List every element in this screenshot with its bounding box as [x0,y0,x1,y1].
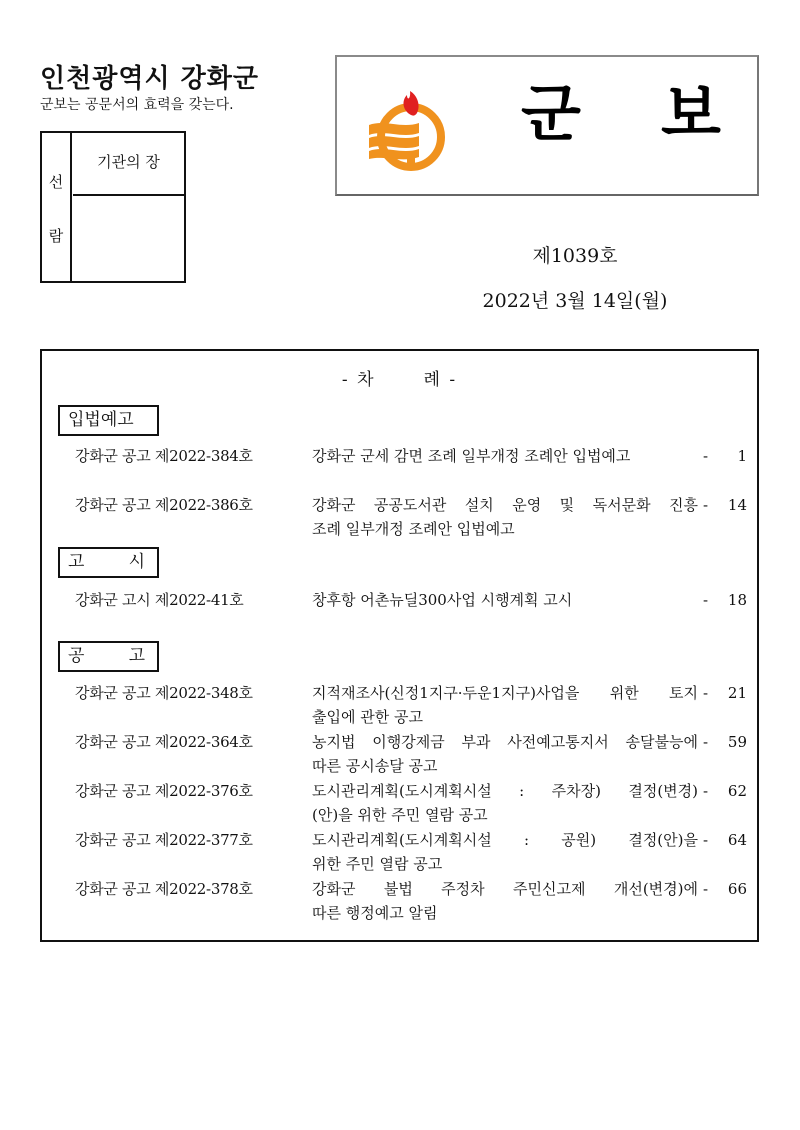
toc-entry-page: 66 [727,880,747,898]
toc-entry-title-line: 지적재조사(신정1지구·두운1지구)사업을 위한 토지 [312,684,698,702]
toc-entry-dash: - [703,496,709,514]
toc-entry-title [312,779,698,827]
toc-entry-title-line: 농지법 이행강제금 부과 사전예고통지서 송달불능에 [312,733,698,751]
toc-entry-title [312,681,698,729]
signature-cell [73,197,184,281]
toc-entry-title-line: 위한 주민 열람 공고 [312,855,443,873]
toc-entry-page: 64 [727,831,747,849]
toc-entry-ref: 강화군 공고 제2022-376호 [75,782,253,800]
toc-entry-page: 21 [727,684,747,702]
section-label-part: 시 [128,552,145,572]
toc-entry-dash: - [703,880,709,898]
approval-label-bottom: 람 [48,227,64,245]
toc-entry-ref: 강화군 고시 제2022-41호 [75,591,244,609]
toc-entry-dash: - [703,447,709,465]
toc-entry-ref: 강화군 공고 제2022-386호 [75,496,253,514]
approval-label-top: 선 [48,173,64,191]
issue-number: 제1039호 [532,245,618,267]
publisher-title: 인천광역시 강화군 [40,64,259,94]
table-of-contents [40,349,759,942]
toc-entry-title-line: 강화군 불법 주정차 주민신고제 개선(변경)에 [312,880,698,898]
toc-heading [42,365,757,390]
masthead [335,55,759,196]
toc-entry-title-line: 도시관리계획(도시계획시설 : 주차장) 결정(변경) [312,782,698,800]
section-label-public-notice [58,547,159,578]
toc-entry-dash: - [703,831,709,849]
county-emblem-icon [365,85,455,175]
toc-entry-title-line: 조례 일부개정 조례안 입법예고 [312,520,515,538]
toc-entry-title-line: (안)을 위한 주민 열람 공고 [312,806,488,824]
toc-entry-page: 59 [727,733,747,751]
toc-entry-title-line: 창후항 어촌뉴딜300사업 시행계획 고시 [312,591,573,609]
legal-effect-notice: 군보는 공문서의 효력을 갖는다. [40,97,234,113]
toc-entry-title-line: 출입에 관한 공고 [312,708,423,726]
toc-heading-right: 례 - [423,370,458,390]
toc-entry-dash: - [703,591,709,609]
toc-entry-page: 62 [727,782,747,800]
toc-entry-title-line: 강화군 공공도서관 설치 운영 및 독서문화 진흥 [312,496,698,514]
section-label-part: 고 [128,646,145,666]
toc-entry-title [312,877,698,925]
toc-entry-title [312,444,698,468]
masthead-title-char-1: 군 [521,77,581,150]
toc-entry-title-line: 따른 행정예고 알림 [312,904,438,922]
section-label-part: 공 [68,646,85,666]
toc-entry-dash: - [703,733,709,751]
toc-entry-dash: - [703,684,709,702]
section-label-announcement [58,641,159,672]
toc-entry-title-line: 도시관리계획(도시계획시설 : 공원) 결정(안)을 [312,831,698,849]
toc-entry-title-line: 따른 공시송달 공고 [312,757,438,775]
issue-date: 2022년 3월 14일(월) [482,290,668,312]
toc-entry-page: 14 [727,496,747,514]
agency-head-cell: 기관의 장 [73,133,184,196]
masthead-title-char-2: 보 [661,77,721,150]
toc-entry-title-line: 강화군 군세 감면 조례 일부개정 조례안 입법예고 [312,447,631,465]
toc-entry-ref: 강화군 공고 제2022-364호 [75,733,253,751]
toc-entry-ref: 강화군 공고 제2022-384호 [75,447,253,465]
section-label-legislative-notice: 입법예고 [58,405,159,436]
toc-entry-dash: - [703,782,709,800]
section-label-part: 고 [68,552,85,572]
toc-entry-title [312,828,698,876]
toc-heading-left: - 차 [341,370,376,390]
toc-entry-title [312,493,698,541]
toc-entry-page: 1 [737,447,747,465]
toc-entry-ref: 강화군 공고 제2022-378호 [75,880,253,898]
toc-entry-title [312,730,698,778]
toc-entry-ref: 강화군 공고 제2022-348호 [75,684,253,702]
toc-entry-ref: 강화군 공고 제2022-377호 [75,831,253,849]
toc-entry-title [312,588,698,612]
toc-entry-page: 18 [727,591,747,609]
